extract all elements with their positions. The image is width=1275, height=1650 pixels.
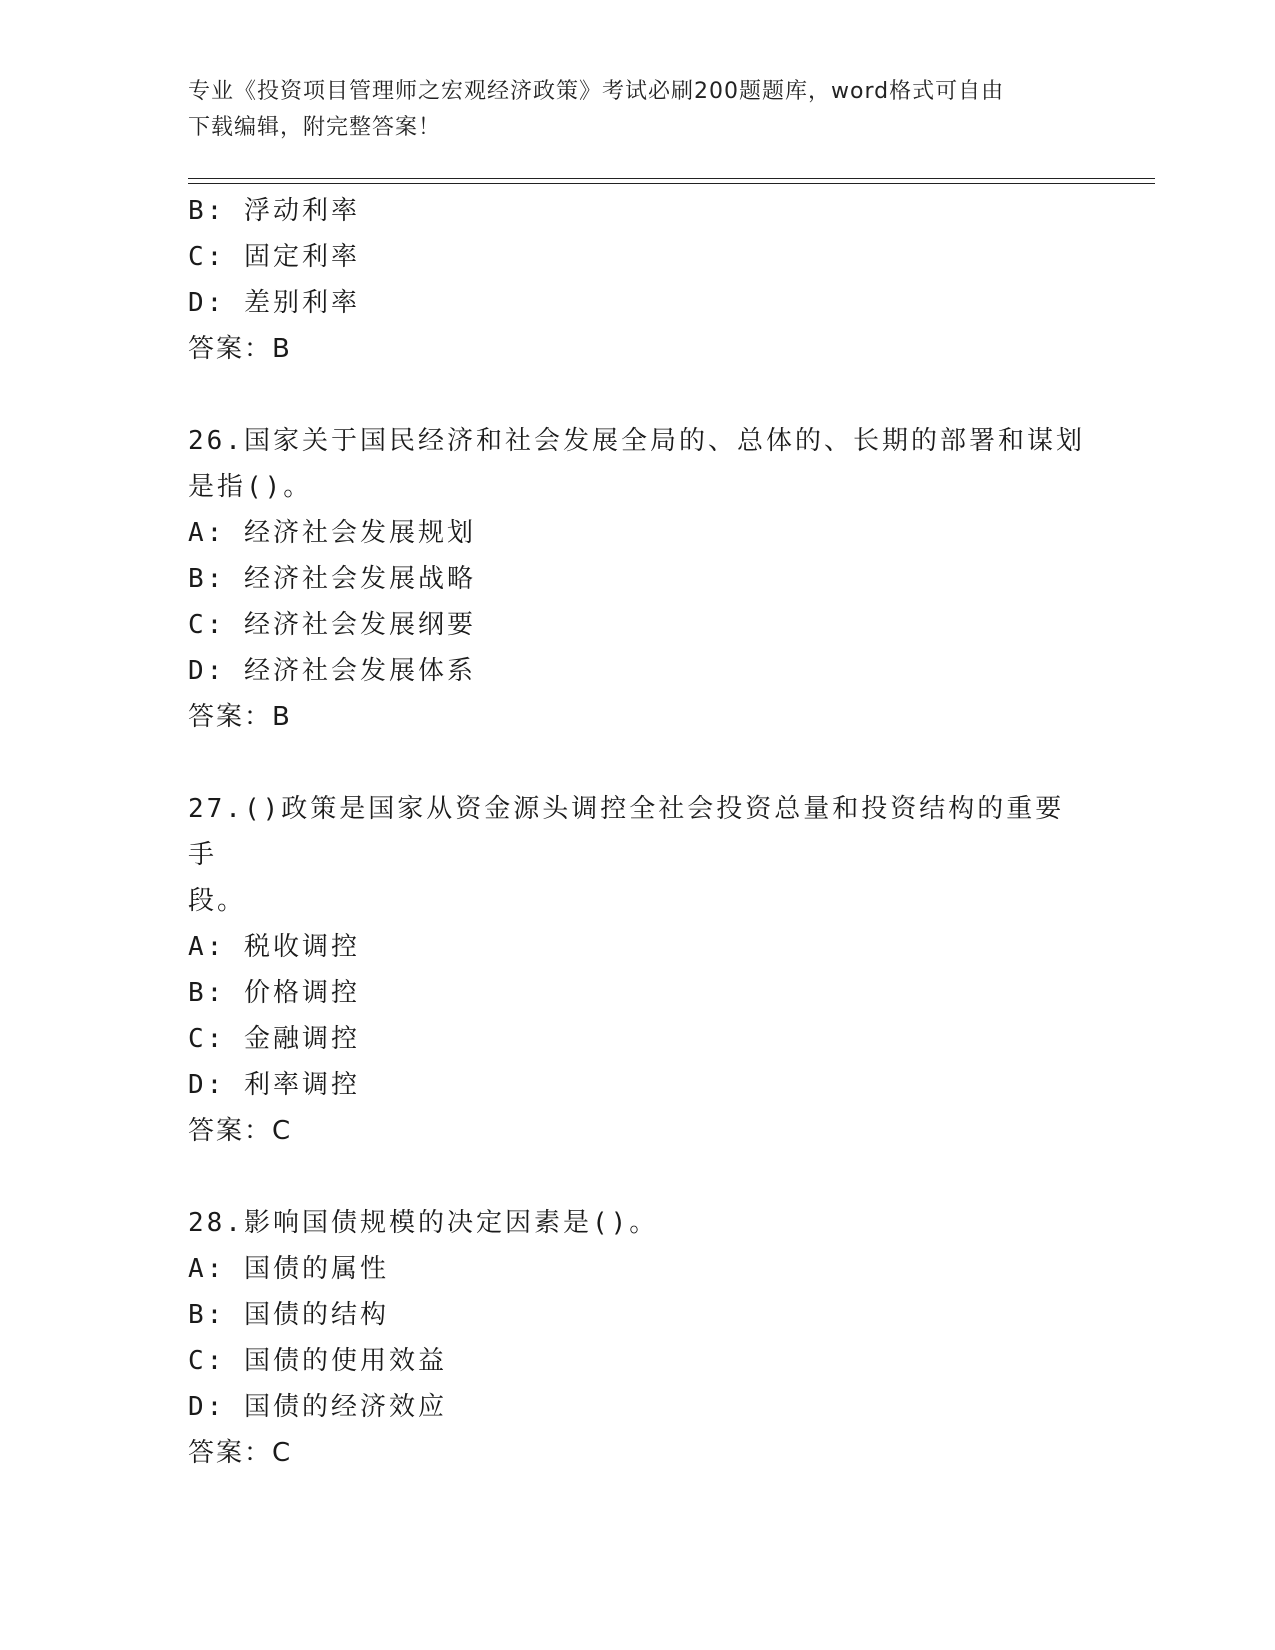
answer-line: 答案：C (188, 1438, 293, 1468)
option-b: B: 浮动利率 (188, 196, 360, 226)
option-b: B: 价格调控 (188, 978, 360, 1008)
option-c: C: 经济社会发展纲要 (188, 610, 476, 640)
option-c: C: 国债的使用效益 (188, 1346, 447, 1376)
option-d: D: 国债的经济效应 (188, 1392, 447, 1422)
question-text-line-2: 是指()。 (188, 472, 313, 502)
question-text-line-1: 28.影响国债规模的决定因素是()。 (188, 1208, 659, 1238)
option-a: A: 国债的属性 (188, 1254, 389, 1284)
answer-line: 答案：C (188, 1116, 293, 1146)
continued-question (188, 188, 1088, 372)
question-text-line-1: 26.国家关于国民经济和社会发展全局的、总体的、长期的部署和谋划 (188, 426, 1085, 456)
option-d: D: 差别利率 (188, 288, 360, 318)
question-text-line-2: 段。 (188, 886, 247, 916)
option-d: D: 经济社会发展体系 (188, 656, 476, 686)
document-body (188, 188, 1088, 1476)
header-line-2: 下载编辑，附完整答案！ (188, 115, 442, 140)
header-line-1: 专业《投资项目管理师之宏观经济政策》考试必刷200题题库，word格式可自由 (188, 79, 1005, 104)
header-divider-thick (188, 178, 1155, 179)
option-c: C: 金融调控 (188, 1024, 360, 1054)
page-header (188, 74, 1078, 146)
answer-line: 答案：B (188, 334, 292, 364)
question-28 (188, 1200, 1088, 1476)
option-a: A: 税收调控 (188, 932, 360, 962)
question-27 (188, 786, 1088, 1154)
option-c: C: 固定利率 (188, 242, 360, 272)
answer-line: 答案：B (188, 702, 292, 732)
option-b: B: 国债的结构 (188, 1300, 389, 1330)
option-d: D: 利率调控 (188, 1070, 360, 1100)
option-b: B: 经济社会发展战略 (188, 564, 476, 594)
question-text-line-1: 27.()政策是国家从资金源头调控全社会投资总量和投资结构的重要手 (188, 794, 1065, 870)
question-26 (188, 418, 1088, 740)
option-a: A: 经济社会发展规划 (188, 518, 476, 548)
header-divider-thin (188, 183, 1155, 184)
